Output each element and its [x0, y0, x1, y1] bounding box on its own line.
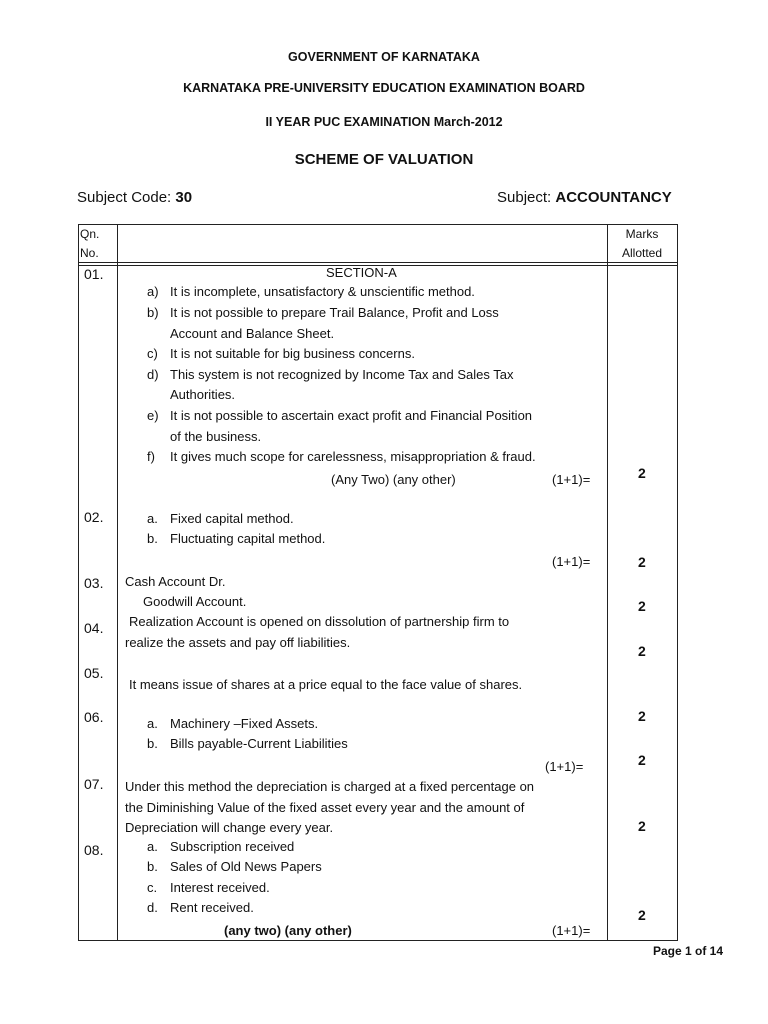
answer-line: Realization Account is opened on dissolution of partnership firm to	[129, 614, 510, 629]
subject-name	[497, 189, 672, 206]
answer-line: Account and Balance Sheet.	[170, 326, 335, 341]
list-marker: b.	[147, 859, 158, 874]
marks-value: 2	[638, 708, 646, 724]
list-marker: d.	[147, 900, 158, 915]
answer-line: Under this method the depreciation is charged at a fixed percentage on	[125, 779, 535, 794]
question-number: 05.	[84, 665, 104, 681]
column-divider-left	[117, 225, 118, 940]
answer-line: Authorities.	[170, 387, 236, 402]
header-government: GOVERNMENT OF KARNATAKA	[288, 50, 480, 64]
list-marker: a.	[147, 716, 158, 731]
question-number: 04.	[84, 620, 104, 636]
answer-line: Cash Account Dr.	[125, 574, 226, 589]
answer-line: Rent received.	[170, 900, 254, 915]
question-number: 08.	[84, 842, 104, 858]
page-number: Page 1 of 14	[653, 944, 724, 958]
column-header-marks: Marks Allotted	[621, 227, 663, 260]
list-marker: e)	[147, 408, 159, 423]
answer-line: It gives much scope for carelessness, misappropriation & fraud.	[170, 449, 536, 464]
list-marker: d)	[147, 367, 159, 382]
question-number: 01.	[84, 266, 104, 282]
list-marker: c)	[147, 346, 158, 361]
answer-line: of the business.	[170, 429, 262, 444]
list-marker: a.	[147, 511, 158, 526]
question-number: 07.	[84, 776, 104, 792]
answer-line: Machinery –Fixed Assets.	[170, 716, 319, 731]
section-title: SECTION-A	[326, 265, 397, 280]
list-marker: c.	[147, 880, 158, 895]
question-number: 02.	[84, 509, 104, 525]
answer-line: It is not suitable for big business concerns.	[170, 346, 415, 361]
subject-code	[77, 189, 192, 206]
column-divider-right	[607, 225, 608, 940]
answer-line: Interest received.	[170, 880, 270, 895]
answer-line: Fixed capital method.	[170, 511, 294, 526]
header-examination: II YEAR PUC EXAMINATION March-2012	[265, 115, 503, 129]
list-marker: b.	[147, 531, 158, 546]
answer-line: Subscription received	[170, 839, 295, 854]
answer-line: Sales of Old News Papers	[170, 859, 322, 874]
subject-code-value: 30	[175, 189, 193, 206]
list-marker: a)	[147, 284, 159, 299]
answer-note: (Any Two) (any other)	[331, 472, 456, 487]
subject-name-label: Subject:	[497, 189, 552, 206]
question-number: 03.	[84, 575, 104, 591]
marks-calculation: (1+1)=	[545, 759, 584, 774]
column-header-qn: Qn. No.	[80, 227, 100, 260]
marks-value: 2	[638, 907, 646, 923]
marks-value: 2	[638, 643, 646, 659]
list-marker: b)	[147, 305, 159, 320]
subject-code-label: Subject Code:	[77, 189, 172, 206]
answer-line: It is not possible to prepare Trail Balance, Profit and Loss	[170, 305, 499, 320]
marks-calculation: (1+1)=	[552, 923, 591, 938]
answer-line: the Diminishing Value of the fixed asset every year and the amount of	[125, 800, 525, 815]
marks-calculation: (1+1)=	[552, 554, 591, 569]
marks-value: 2	[638, 818, 646, 834]
marks-value: 2	[638, 465, 646, 481]
list-marker: b.	[147, 736, 158, 751]
header-board: KARNATAKA PRE-UNIVERSITY EDUCATION EXAMINATION BOARD	[183, 81, 585, 95]
answer-line: Depreciation will change every year.	[125, 820, 334, 835]
answer-line: Fluctuating capital method.	[170, 531, 326, 546]
answer-note: (any two) (any other)	[224, 923, 352, 938]
list-marker: a.	[147, 839, 158, 854]
answer-line: Bills payable-Current Liabilities	[170, 736, 348, 751]
answer-line: It means issue of shares at a price equal to the face value of shares.	[129, 677, 523, 692]
answer-line: realize the assets and pay off liabilities.	[125, 635, 351, 650]
answer-line: It is incomplete, unsatisfactory & unscientific method.	[170, 284, 475, 299]
list-marker: f)	[147, 449, 155, 464]
answer-line: It is not possible to ascertain exact profit and Financial Position	[170, 408, 533, 423]
answer-line: This system is not recognized by Income Tax and Sales Tax	[170, 367, 514, 382]
marks-value: 2	[638, 554, 646, 570]
marks-value: 2	[638, 752, 646, 768]
marks-calculation: (1+1)=	[552, 472, 591, 487]
subject-name-value: ACCOUNTANCY	[555, 189, 672, 206]
answer-line: Goodwill Account.	[143, 594, 247, 609]
marks-value: 2	[638, 598, 646, 614]
question-number: 06.	[84, 709, 104, 725]
document-title: SCHEME OF VALUATION	[294, 151, 474, 168]
